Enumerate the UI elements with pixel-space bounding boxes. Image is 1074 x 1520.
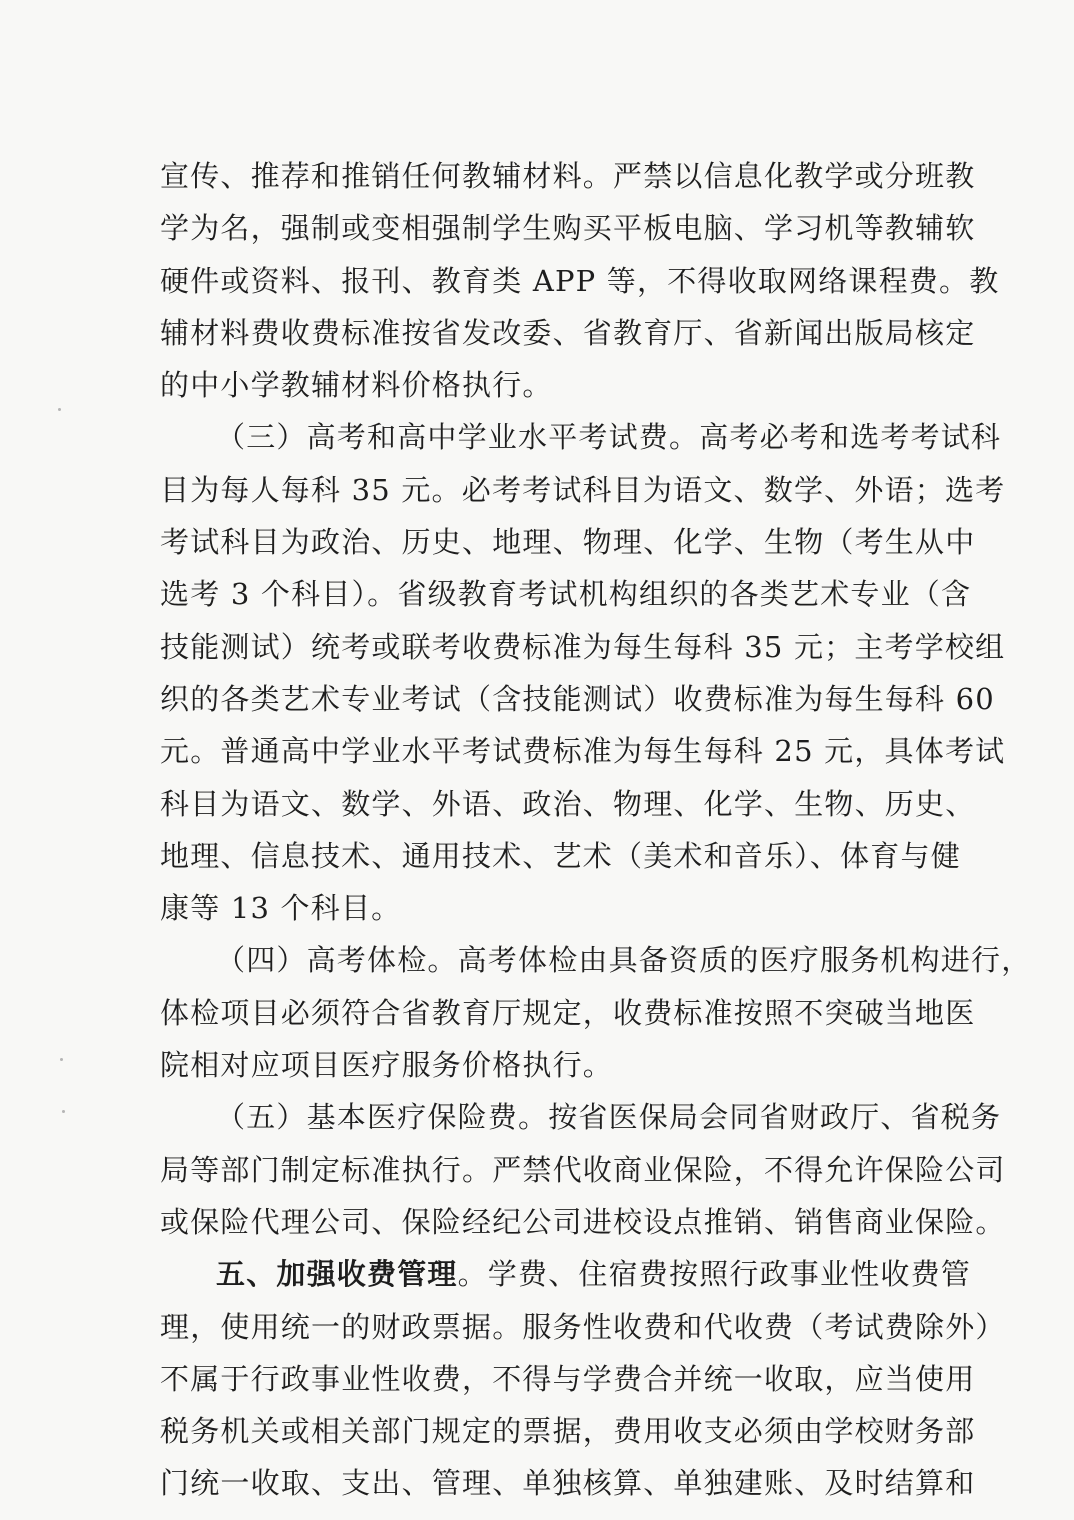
document-body: [160, 150, 1032, 1510]
paragraph-lines: [160, 150, 1032, 1248]
scan-speck: [62, 1110, 65, 1113]
section-five-line: 理，使用统一的财政票据。服务性收费和代收费（考试费除外）: [160, 1309, 1006, 1344]
section-five-first-line-text: 。学费、住宿费按照行政事业性收费管: [457, 1257, 972, 1292]
text-line: 的中小学教辅材料价格执行。: [160, 368, 553, 403]
text-line: 硬件或资料、报刊、教育类 APP 等，不得收取网络课程费。教: [160, 263, 1000, 298]
text-line: 院相对应项目医疗服务价格执行。: [160, 1048, 614, 1083]
section-five-line: 门统一收取、支出、管理、单独核算、单独建账、及时结算和: [160, 1466, 976, 1501]
text-line: 局等部门制定标准执行。严禁代收商业保险，不得允许保险公司: [160, 1152, 1006, 1187]
section-five-line: 不属于行政事业性收费，不得与学费合并统一收取，应当使用: [160, 1361, 976, 1396]
text-line: （三）高考和高中学业水平考试费。高考必考和选考考试科: [216, 420, 1002, 455]
text-line: 体检项目必须符合省教育厅规定，收费标准按照不突破当地医: [160, 995, 976, 1030]
section-five-heading: 五、加强收费管理: [216, 1257, 458, 1292]
section-five-first-line: [160, 1248, 972, 1300]
text-line: 选考 3 个科目）。省级教育考试机构组织的各类艺术专业（含: [160, 577, 972, 612]
text-line: 辅材料费收费标准按省发改委、省教育厅、省新闻出版局核定: [160, 315, 976, 350]
text-line: 技能测试）统考或联考收费标准为每生每科 35 元；主考学校组: [160, 629, 1006, 664]
text-line: （五）基本医疗保险费。按省医保局会同省财政厅、省税务: [216, 1100, 1002, 1135]
scan-speck: [60, 1058, 63, 1061]
text-line: 目为每人每科 35 元。必考考试科目为语文、数学、外语；选考: [160, 472, 1006, 507]
text-line: 织的各类艺术专业考试（含技能测试）收费标准为每生每科 60: [160, 681, 995, 716]
text-line: 地理、信息技术、通用技术、艺术（美术和音乐）、体育与健: [160, 838, 961, 873]
section-five-line: 税务机关或相关部门规定的票据，费用收支必须由学校财务部: [160, 1414, 976, 1449]
text-line: 元。普通高中学业水平考试费标准为每生每科 25 元，具体考试: [160, 734, 1006, 769]
text-line: 宣传、推荐和推销任何教辅材料。严禁以信息化教学或分班教: [160, 159, 976, 193]
text-line: 学为名，强制或变相强制学生购买平板电脑、学习机等教辅软: [160, 211, 976, 246]
text-line: 或保险代理公司、保险经纪公司进校设点推销、销售商业保险。: [160, 1204, 1006, 1239]
text-line: 科目为语文、数学、外语、政治、物理、化学、生物、历史、: [160, 786, 976, 821]
text-line: （四）高考体检。高考体检由具备资质的医疗服务机构进行，: [216, 943, 1032, 978]
text-line: 康等 13 个科目。: [160, 891, 402, 926]
scan-speck: [58, 408, 61, 411]
text-line: 考试科目为政治、历史、地理、物理、化学、生物（考生从中: [160, 525, 976, 560]
